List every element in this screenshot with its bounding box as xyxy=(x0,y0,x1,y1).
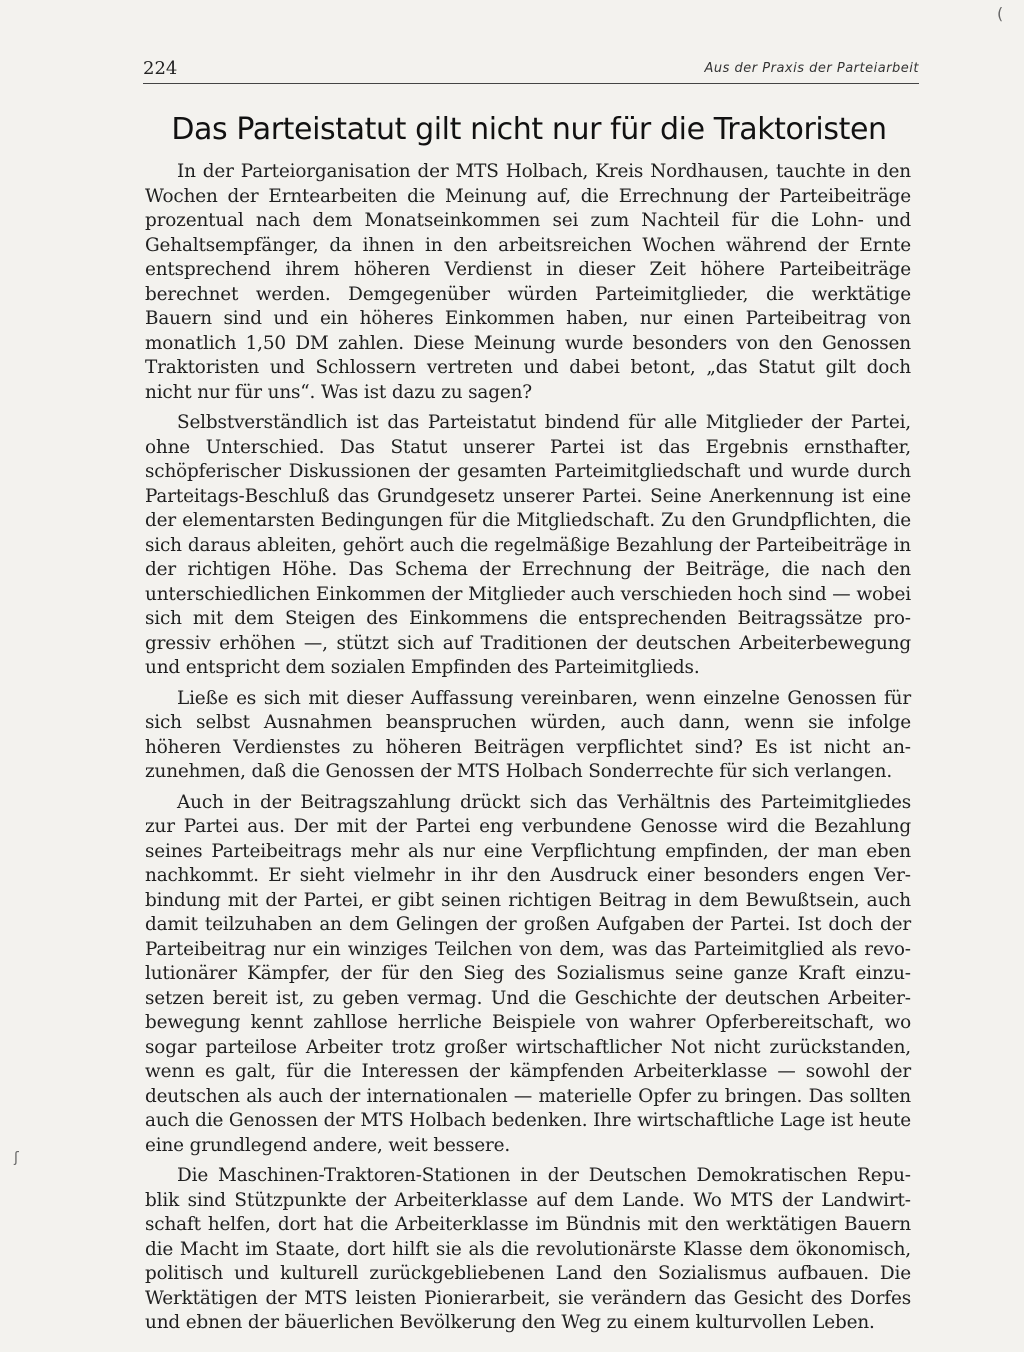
scan-mark-left: ʃ xyxy=(14,1150,19,1166)
paragraph-4: Auch in der Beitragszahlung drückt sich das Verhältnis des Parteimitgliedes zur Partei aus. Der mit der Partei eng verbundene Genosse wird die Bezahlung seines Parteibeitrags mehr als nur eine Verpflichtung empfinden, der man eben nachkommt. Er sieht vielmehr in ihr den Ausdruck einer besonders engen Verbindung mit der Partei, er gibt seinen richtigen Beitrag in dem Bewußtsein, auch damit teilzuhaben an dem Gelingen der großen Aufgaben der Partei. Ist doch der Parteibeitrag nur ein winziges Teilchen von dem, was das Parteimitglied als revolutionärer Kämpfer, der für den Sieg des Sozialismus seine ganze Kraft einzusetzen bereit ist, zu geben vermag. Und die Geschichte der deutschen Arbeiterbewegung kennt zahllose herrliche Beispiele von wahrer Opferbereitschaft, wo sogar parteilose Arbeiter trotz großer wirtschaftlicher Not nicht zurückstanden, wenn es galt, für die Interessen der kämpfenden Arbeiterklasse — sowohl der deutschen als auch der internationalen — materielle Opfer zu bringen. Das sollten auch die Genossen der MTS Holbach bedenken. Ihre wirtschaftliche Lage ist heute eine grundlegend andere, weit bessere. xyxy=(145,791,911,1156)
paragraph-1: In der Parteiorganisation der MTS Holbach, Kreis Nordhausen, tauchte in den Wochen der Erntearbeiten die Meinung auf, die Errechnung der Parteibeiträge prozentual nach dem Monatseinkommen sei zum Nachteil für die Lohn- und Gehaltsempfänger, da ihnen in den arbeitsreichen Wochen während der Ernte entsprechend ihrem höheren Verdienst in dieser Zeit höhere Parteibeiträge berechnet werden. Demgegenüber würden Parteimitglieder, die werktätige Bauern sind und ein höheres Einkommen haben, nur einen Parteibeitrag von monatlich 1,50 DM zahlen. Diese Meinung wurde besonders von den Genossen Traktoristen und Schlossern vertreten und dabei betont, „das Statut gilt doch nicht nur für uns“. Was ist dazu zu sagen? xyxy=(145,161,911,403)
page-number: 224 xyxy=(143,58,178,79)
article-title: Das Parteistatut gilt nicht nur für die Traktoristen xyxy=(171,112,887,147)
article-body xyxy=(145,160,911,1342)
scan-mark-top-right: ( xyxy=(997,4,1004,23)
paragraph-2: Selbstverständlich ist das Parteistatut bindend für alle Mitglieder der Partei, ohne Unterschied. Das Statut unserer Partei ist das Ergebnis ernsthafter, schöpferischer Diskussionen der gesamten Parteimitgliedschaft und wurde durch Parteitags-Beschluß das Grundgesetz unserer Partei. Seine Anerkennung ist eine der elementarsten Bedingungen für die Mitgliedschaft. Zu den Grundpflichten, die sich daraus ableiten, gehört auch die regelmäßige Bezahlung der Parteibeiträge in der richtigen Höhe. Das Schema der Errechnung der Beiträge, die nach den unterschiedlichen Einkommen der Mitglieder auch verschieden hoch sind — wobei sich mit dem Steigen des Einkommens die entsprechenden Beitragssätze progressiv erhöhen —, stützt sich auf Traditionen der deutschen Arbeiterbewegung und entspricht dem sozialen Empfinden des Parteimitglieds. xyxy=(145,412,911,678)
paragraph-3: Ließe es sich mit dieser Auffassung vereinbaren, wenn einzelne Genossen für sich selbst Ausnahmen beanspruchen würden, auch dann, wenn sie infolge höheren Verdienstes zu höheren Beiträgen verpflichtet sind? Es ist nicht anzunehmen, daß die Genossen der MTS Holbach Sonderrechte für sich verlangen. xyxy=(145,687,911,782)
running-head: Aus der Praxis der Parteiarbeit xyxy=(704,61,919,76)
paragraph-5: Die Maschinen-Traktoren-Stationen in der Deutschen Demokratischen Republik sind Stützpunkte der Arbeiterklasse auf dem Lande. Wo MTS der Landwirtschaft helfen, dort hat die Arbeiterklasse im Bündnis mit den werktätigen Bauern die Macht im Staate, dort hilft sie als die revolutionärste Klasse dem ökonomisch, politisch und kulturell zurückgebliebenen Land den Sozialismus aufbauen. Die Werktätigen der MTS leisten Pionierarbeit, sie verändern das Gesicht des Dorfes und ebnen der bäuerlichen Bevölkerung den Weg zu einem kulturvollen Leben. xyxy=(145,1165,911,1333)
header-rule xyxy=(143,83,919,84)
page-header xyxy=(143,58,919,84)
